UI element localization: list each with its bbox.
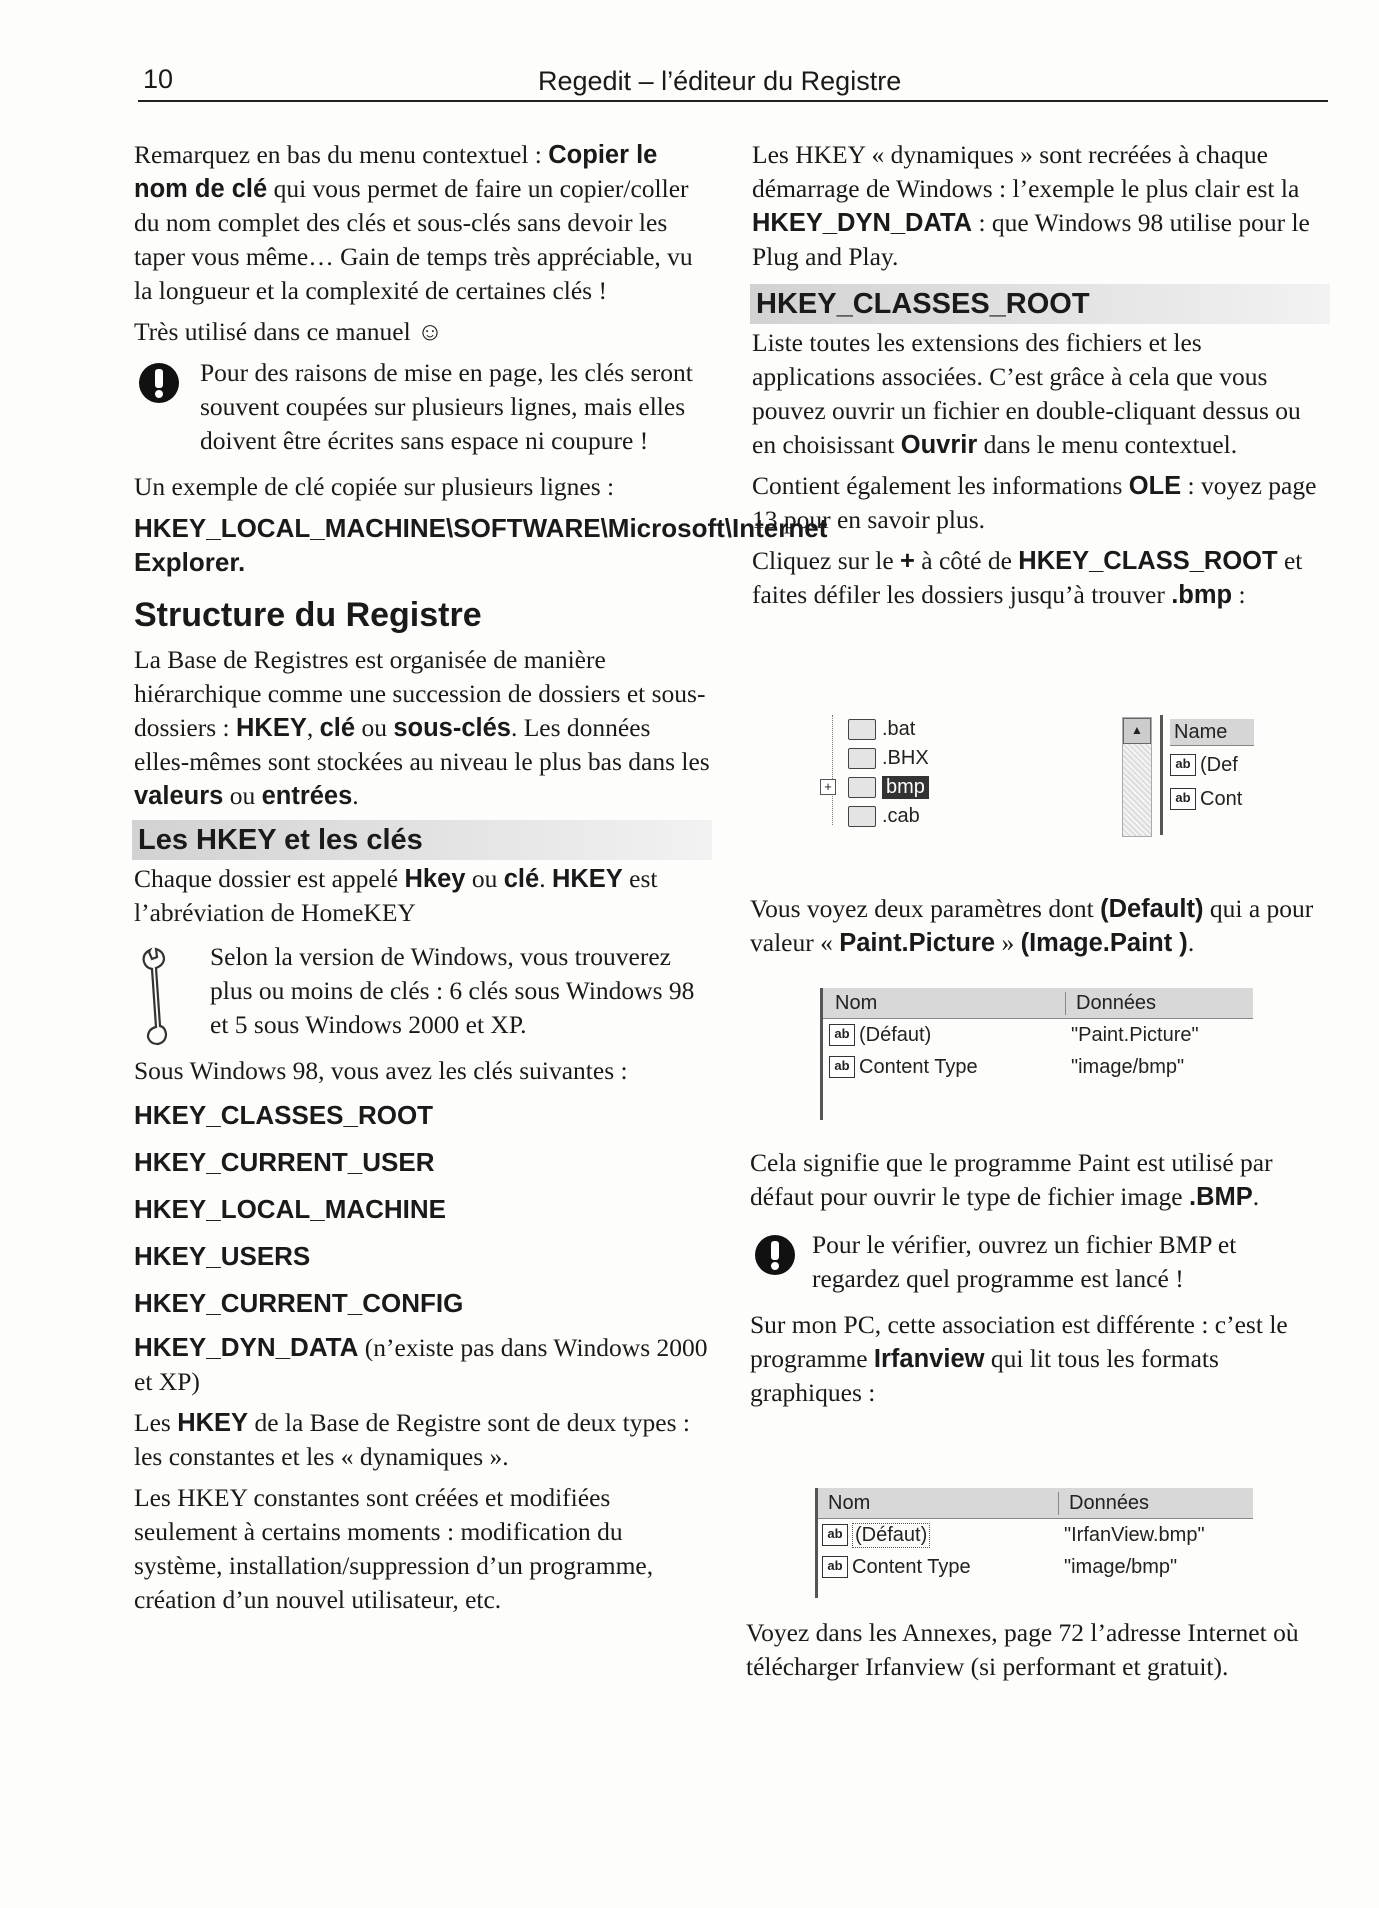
string-value-icon: ab xyxy=(822,1556,848,1578)
text: est l’abréviation de HomeKEY xyxy=(134,864,658,927)
tree-item-label: .bat xyxy=(882,717,916,740)
text: : xyxy=(1232,580,1246,609)
list-item-default[interactable] xyxy=(1170,751,1238,779)
string-value-icon: ab xyxy=(829,1024,855,1046)
string-value-icon: ab xyxy=(822,1524,848,1546)
text: . xyxy=(1187,928,1195,957)
tree-item-label-selected: bmp xyxy=(882,776,929,799)
text: , xyxy=(306,713,320,742)
tree-item-label: .cab xyxy=(882,804,920,827)
table-row[interactable] xyxy=(818,1519,1253,1551)
right-column-lower-2 xyxy=(750,1146,1330,1417)
paragraph-classes-root xyxy=(752,326,1330,462)
expand-plus-icon[interactable]: + xyxy=(820,779,836,795)
text: Remarquez en bas du menu contextuel : xyxy=(134,140,549,169)
paragraph-paint-default xyxy=(750,1146,1330,1214)
paragraph-example-intro: Un exemple de clé copiée sur plusieurs lignes : xyxy=(134,472,615,501)
text: (n’existe pas dans Windows 2000 et XP) xyxy=(134,1333,708,1396)
cell-name: (Défaut) xyxy=(859,1023,932,1046)
text: Vous voyez deux paramètres dont xyxy=(750,894,1101,923)
table-header xyxy=(818,1488,1253,1519)
right-column xyxy=(752,138,1330,619)
text: . xyxy=(352,781,359,810)
cell-name: (Défaut) xyxy=(852,1523,930,1548)
text: dans le menu contextuel. xyxy=(977,430,1238,459)
bold-term: (Image.Paint ) xyxy=(1020,929,1188,957)
column-header-data[interactable]: Données xyxy=(1076,991,1157,1014)
paragraph-hkey-types xyxy=(134,1406,712,1474)
right-column-lower-3 xyxy=(746,1616,1330,1691)
warning-note xyxy=(750,1228,1330,1296)
splitter[interactable] xyxy=(1160,715,1163,835)
folder-icon xyxy=(848,806,876,827)
text: Cela signifie que le programme Paint est utilisé par défaut pour ouvrir le type de fichier image xyxy=(750,1148,1273,1211)
column-header-name[interactable]: Nom xyxy=(818,1492,1059,1515)
paragraph-copy-key-name xyxy=(134,138,712,308)
bold-term: + xyxy=(900,547,915,575)
key-current-config: HKEY_CURRENT_CONFIG xyxy=(134,1288,464,1318)
key-classes-root: HKEY_CLASSES_ROOT xyxy=(134,1100,434,1130)
paragraph-structure xyxy=(134,643,712,813)
paragraph-hkey-definition xyxy=(134,862,712,930)
bold-term: Copier le nom de clé xyxy=(134,141,658,203)
column-header-data[interactable]: Données xyxy=(1069,1491,1150,1514)
list-header-name[interactable]: Name xyxy=(1170,719,1254,746)
paragraph-default-value xyxy=(750,892,1330,960)
bold-term: OLE xyxy=(1128,472,1182,500)
cell-data: "Paint.Picture" xyxy=(1071,1023,1199,1046)
text: » xyxy=(995,928,1021,957)
tree-item-bat[interactable] xyxy=(848,715,915,743)
text: à côté de xyxy=(914,546,1019,575)
bold-term: Hkey xyxy=(404,865,466,893)
example-key-path: HKEY_LOCAL_MACHINE\SOFTWARE\Microsoft\Internet Explorer. xyxy=(134,513,828,577)
text: qui lit tous les formats graphiques : xyxy=(750,1344,1219,1407)
text: ou xyxy=(355,713,394,742)
scrollbar[interactable] xyxy=(1122,717,1152,837)
table-row[interactable] xyxy=(823,1051,1253,1083)
key-users: HKEY_USERS xyxy=(134,1241,311,1271)
text: Sur mon PC, cette association est différente : c’est le programme xyxy=(750,1310,1288,1373)
note-text: Pour le vérifier, ouvrez un fichier BMP et regardez quel programme est lancé ! xyxy=(812,1230,1237,1293)
bold-term: valeurs xyxy=(134,782,224,810)
bold-term: clé xyxy=(503,865,540,893)
wrench-icon xyxy=(136,946,180,1046)
text: de la Base de Registre sont de deux types : les constantes et les « dynamiques ». xyxy=(134,1408,690,1471)
text: Chaque dossier est appelé xyxy=(134,864,405,893)
bold-term: HKEY_DYN_DATA xyxy=(752,209,973,237)
folder-open-icon xyxy=(848,777,876,798)
paragraph-irfanview xyxy=(750,1308,1330,1410)
bold-term: HKEY_CLASS_ROOT xyxy=(1018,547,1278,575)
tip-note xyxy=(134,940,712,1042)
list-item-label: Cont xyxy=(1200,787,1243,810)
text: qui a pour valeur « xyxy=(750,894,1314,957)
values-table-paint xyxy=(820,988,1253,1120)
text: Contient également les informations xyxy=(752,471,1129,500)
text: La Base de Registres est organisée de manière hiérarchique comme une succession de dossiers et sous-dossiers : xyxy=(134,645,706,742)
text: Les HKEY « dynamiques » sont recréées à chaque démarrage de Windows : l’exemple le plus clair est la xyxy=(752,140,1300,203)
key-current-user: HKEY_CURRENT_USER xyxy=(134,1147,435,1177)
bold-term: HKEY_DYN_DATA xyxy=(134,1332,359,1362)
table-header xyxy=(823,988,1253,1019)
text: Cliquez sur le xyxy=(752,546,901,575)
paragraph-dyn-data xyxy=(134,1330,712,1399)
heading-structure: Structure du Registre xyxy=(134,596,482,634)
bold-term: entrées xyxy=(261,782,353,810)
cell-data: "IrfanView.bmp" xyxy=(1064,1523,1205,1546)
folder-icon xyxy=(848,719,876,740)
bold-term: Paint.Picture xyxy=(839,929,996,957)
bold-term: Ouvrir xyxy=(900,431,978,459)
heading-classes-root: HKEY_CLASSES_ROOT xyxy=(750,284,1330,324)
text: Les xyxy=(134,1408,178,1437)
key-local-machine: HKEY_LOCAL_MACHINE xyxy=(134,1194,447,1224)
exclamation-icon xyxy=(754,1234,796,1276)
registry-tree-screenshot xyxy=(820,715,1260,835)
text: qui vous permet de faire un copier/coller du nom complet des clés et sous-clés sans devoir les taper vous même… Gain de temps très appréciable, vu la longueur et la complexité de certaines clés ! xyxy=(134,174,693,305)
string-value-icon: ab xyxy=(1170,788,1196,810)
paragraph-annexes: Voyez dans les Annexes, page 72 l’adresse Internet où télécharger Irfanview (si performant et gratuit). xyxy=(746,1618,1299,1681)
paragraph-click-plus xyxy=(752,544,1330,612)
text: : que Windows 98 utilise pour le Plug and Play. xyxy=(752,208,1310,271)
note-text: Selon la version de Windows, vous trouverez plus ou moins de clés : 6 clés sous Windows 98 et 5 sous Windows 2000 et XP. xyxy=(210,942,695,1039)
paragraph-dynamic-hkey xyxy=(752,138,1330,274)
bold-term: HKEY xyxy=(177,1409,249,1437)
paragraph-manual-use: Très utilisé dans ce manuel ☺ xyxy=(134,317,444,346)
cell-name: Content Type xyxy=(852,1555,971,1578)
page-number: 10 xyxy=(143,64,174,94)
table-row[interactable] xyxy=(818,1551,1253,1583)
text: ou xyxy=(465,864,504,893)
warning-note xyxy=(134,356,712,458)
text: : voyez page 13 pour en savoir plus. xyxy=(752,471,1317,534)
page-header xyxy=(138,62,1328,102)
cell-name: Content Type xyxy=(859,1055,978,1078)
bold-term: sous-clés xyxy=(393,714,511,742)
tree-item-label: .BHX xyxy=(882,746,929,769)
bold-term: HKEY xyxy=(236,714,307,742)
paragraph-ole xyxy=(752,469,1330,537)
text: . xyxy=(1252,1182,1260,1211)
tree-line xyxy=(832,715,834,825)
note-text: Pour des raisons de mise en page, les clés seront souvent coupées sur plusieurs lignes, mais elles doivent être écrites sans espace ni coupure ! xyxy=(200,358,693,455)
column-header-name[interactable]: Nom xyxy=(823,992,1066,1015)
text: ou xyxy=(223,781,262,810)
heading-hkey-keys: Les HKEY et les clés xyxy=(132,820,712,860)
tree-item-bmp[interactable] xyxy=(820,773,929,801)
bold-term: Irfanview xyxy=(873,1345,985,1373)
tree-item-cab[interactable] xyxy=(848,802,920,830)
bold-term: .BMP xyxy=(1189,1183,1253,1211)
list-item-content[interactable] xyxy=(1170,785,1242,813)
right-column-lower xyxy=(750,892,1330,967)
table-row[interactable] xyxy=(823,1019,1253,1051)
list-item-label: (Def xyxy=(1200,753,1238,776)
running-title: Regedit – l’éditeur du Registre xyxy=(538,66,902,96)
scroll-up-arrow-icon[interactable]: ▲ xyxy=(1123,718,1151,744)
bold-term: (Default) xyxy=(1100,895,1204,923)
values-table-irfanview xyxy=(815,1488,1253,1598)
text: . Les données elles-mêmes sont stockées au niveau le plus bas dans les xyxy=(134,713,710,776)
cell-data: "image/bmp" xyxy=(1064,1555,1178,1578)
paragraph-hkey-constant: Les HKEY constantes sont créées et modifiées seulement à certains moments : modification du système, installation/suppression d’un programme, création d’un nouvel utilisateur, etc. xyxy=(134,1483,654,1614)
bold-term: clé xyxy=(319,714,356,742)
paragraph-keys-intro: Sous Windows 98, vous avez les clés suivantes : xyxy=(134,1056,628,1085)
cell-data: "image/bmp" xyxy=(1071,1055,1185,1078)
bold-term: HKEY xyxy=(551,865,623,893)
text: et faites défiler les dossiers jusqu’à trouver xyxy=(752,546,1303,609)
folder-icon xyxy=(848,748,876,769)
tree-item-bhx[interactable] xyxy=(848,744,929,772)
text: . xyxy=(539,864,552,893)
text: Liste toutes les extensions des fichiers et les applications associées. C’est grâce à cela que vous pouvez ouvrir un fichier en double-cliquant dessus ou en choisissant xyxy=(752,328,1301,459)
bold-term: .bmp xyxy=(1171,581,1233,609)
exclamation-icon xyxy=(138,362,180,404)
string-value-icon: ab xyxy=(1170,754,1196,776)
string-value-icon: ab xyxy=(829,1056,855,1078)
